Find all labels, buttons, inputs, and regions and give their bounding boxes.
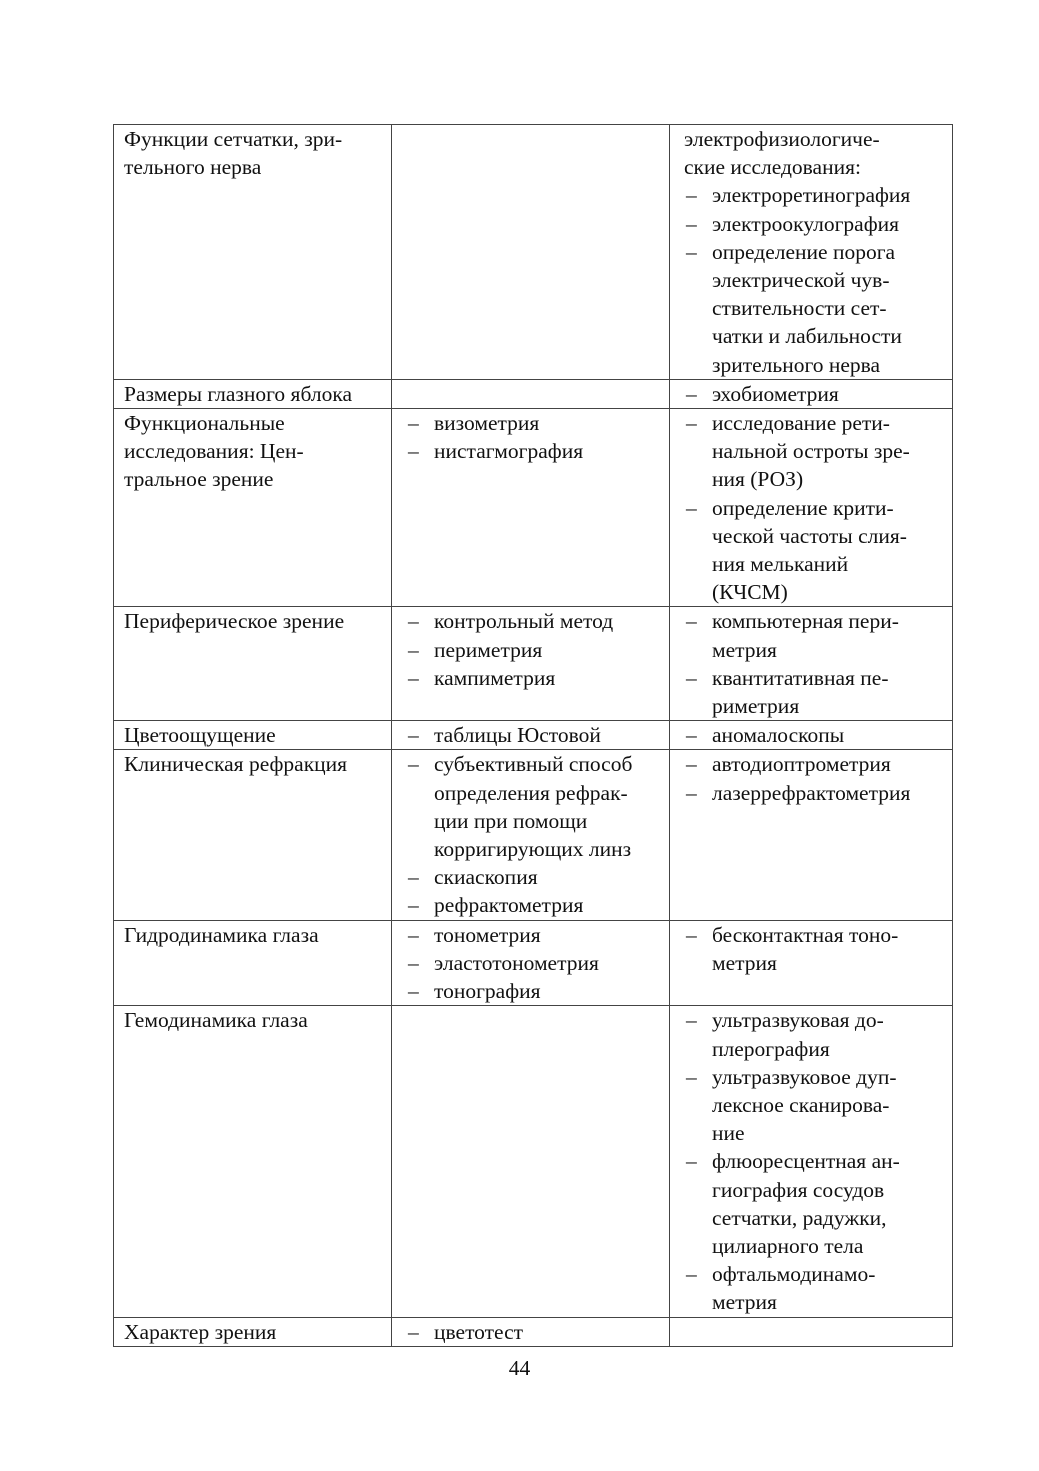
list-item-text: нистагмография <box>434 439 584 464</box>
table-row <box>114 1317 953 1346</box>
list-item <box>684 1063 946 1148</box>
list-item <box>684 181 946 209</box>
list-item <box>684 1147 946 1260</box>
list-dash: – <box>408 950 419 975</box>
cell-traditional-methods <box>392 379 670 408</box>
list-item <box>684 1260 946 1316</box>
parameter-text: Гидродинамика глаза <box>124 922 319 947</box>
methods-table-body <box>114 125 953 1347</box>
list-dash: – <box>408 922 419 947</box>
list-dash: – <box>408 637 419 662</box>
parameter-text: тельного нерва <box>124 155 262 180</box>
cell-traditional-methods <box>392 607 670 721</box>
list-item-text: нальной остроты зре- <box>712 439 910 464</box>
list-item-text: бесконтактная тоно- <box>712 922 899 947</box>
list-dash: – <box>408 665 419 690</box>
list-item <box>406 721 663 749</box>
list-dash: – <box>686 183 697 208</box>
parameter-text: Функции сетчатки, зри- <box>124 127 343 151</box>
table-row <box>114 125 953 380</box>
table-row <box>114 409 953 607</box>
cell-traditional-methods <box>392 1317 670 1346</box>
list-item <box>406 891 663 919</box>
list-item-text: визометрия <box>434 411 540 436</box>
cell-parameter <box>114 750 392 920</box>
list-dash: – <box>686 1149 697 1174</box>
cell-parameter <box>114 721 392 750</box>
list-item-text: ния (РОЗ) <box>712 467 804 492</box>
list-item <box>406 1318 663 1346</box>
list-item-text: скиаскопия <box>434 865 538 890</box>
list-item-text: компьютерная пери- <box>712 609 899 634</box>
list-item-text: ультразвуковая до- <box>712 1008 884 1033</box>
list-item <box>684 409 946 494</box>
list-item-text: ствительности сет- <box>712 296 887 321</box>
list-dash: – <box>686 609 697 634</box>
list-dash: – <box>686 922 697 947</box>
list-item <box>684 210 946 238</box>
parameter-text: Цветоощущение <box>124 723 276 748</box>
table-row <box>114 607 953 721</box>
table-row <box>114 920 953 1006</box>
list-dash: – <box>686 723 697 748</box>
list-item-text: плерография <box>712 1036 830 1061</box>
cell-modern-methods <box>670 721 953 750</box>
list-dash: – <box>686 665 697 690</box>
list-dash: – <box>686 1008 697 1033</box>
cell-traditional-methods <box>392 721 670 750</box>
list-item <box>406 750 663 863</box>
cell-modern-methods <box>670 920 953 1006</box>
parameter-text: Размеры глазного яблока <box>124 381 352 406</box>
table-row <box>114 750 953 920</box>
parameter-text: Характер зрения <box>124 1319 277 1344</box>
list-item-text: рефрактометрия <box>434 893 584 918</box>
list-item-text: цветотест <box>434 1319 524 1344</box>
parameter-text: Клиническая рефракция <box>124 752 348 777</box>
list-item <box>406 977 663 1005</box>
list-item-text: ния мельканий <box>712 552 849 577</box>
list-item-text: определения рефрак- <box>434 780 628 805</box>
list-item <box>406 949 663 977</box>
list-item <box>684 664 946 720</box>
list-item-text: корригирующих линз <box>434 837 632 862</box>
list-item-text: ции при помощи <box>434 808 588 833</box>
parameter-text: Гемодинамика глаза <box>124 1008 308 1033</box>
list-dash: – <box>686 1262 697 1287</box>
list-item-text: контрольный метод <box>434 609 614 634</box>
list-item-text: электрической чув- <box>712 268 890 293</box>
list-dash: – <box>686 211 697 236</box>
cell-modern-methods <box>670 750 953 920</box>
cell-modern-methods <box>670 1317 953 1346</box>
parameter-text: исследования: Цен- <box>124 439 304 464</box>
table-row <box>114 379 953 408</box>
list-dash: – <box>408 1319 419 1344</box>
list-dash: – <box>408 893 419 918</box>
list-item-text: таблицы Юстовой <box>434 723 601 748</box>
list-dash: – <box>686 239 697 264</box>
cell-heading-text: ские исследования: <box>684 155 861 180</box>
list-dash: – <box>408 609 419 634</box>
list-item-text: сетчатки, радужки, <box>712 1205 887 1230</box>
parameter-text: Функциональные <box>124 411 285 436</box>
list-item-text: исследование рети- <box>712 411 890 436</box>
cell-traditional-methods <box>392 125 670 380</box>
cell-modern-methods <box>670 607 953 721</box>
list-item-text: метрия <box>712 1290 777 1315</box>
list-item-text: гиография сосудов <box>712 1177 885 1202</box>
list-item <box>684 721 946 749</box>
list-item-text: субъективный способ <box>434 752 633 777</box>
list-item <box>406 409 663 437</box>
list-item-text: метрия <box>712 950 777 975</box>
list-item-text: риметрия <box>712 694 800 719</box>
table-row <box>114 721 953 750</box>
parameter-text: Периферическое зрение <box>124 609 345 634</box>
list-item-text: чатки и лабильности <box>712 324 902 349</box>
cell-parameter <box>114 1317 392 1346</box>
list-dash: – <box>408 439 419 464</box>
list-dash: – <box>686 381 697 406</box>
list-item <box>684 607 946 663</box>
cell-traditional-methods <box>392 409 670 607</box>
list-item <box>406 607 663 635</box>
list-item <box>684 1006 946 1062</box>
list-dash: – <box>686 495 697 520</box>
list-item-text: квантитативная пе- <box>712 665 889 690</box>
list-dash: – <box>686 780 697 805</box>
list-item-text: электроокулография <box>712 211 900 236</box>
list-item-text: тонография <box>434 979 541 1004</box>
cell-modern-methods <box>670 379 953 408</box>
methods-table <box>113 124 953 1347</box>
cell-traditional-methods <box>392 1006 670 1317</box>
cell-modern-methods <box>670 1006 953 1317</box>
list-dash: – <box>686 1064 697 1089</box>
cell-traditional-methods <box>392 920 670 1006</box>
list-item-text: ние <box>712 1121 745 1146</box>
page-number: 44 <box>508 1356 531 1380</box>
list-item <box>684 380 946 408</box>
list-item-text: зрительного нерва <box>712 352 881 377</box>
list-item-text: автодиоптрометрия <box>712 752 891 777</box>
list-dash: – <box>686 411 697 436</box>
list-item <box>406 636 663 664</box>
list-item-text: периметрия <box>434 637 543 662</box>
cell-parameter <box>114 607 392 721</box>
list-item-text: (КЧСМ) <box>712 580 788 605</box>
list-item <box>684 779 946 807</box>
cell-modern-methods <box>670 125 953 380</box>
list-item <box>684 750 946 778</box>
list-item-text: флюоресцентная ан- <box>712 1149 900 1174</box>
list-item-text: кампиметрия <box>434 665 556 690</box>
list-dash: – <box>686 752 697 777</box>
cell-parameter <box>114 920 392 1006</box>
list-item <box>406 863 663 891</box>
parameter-text: тральное зрение <box>124 467 274 492</box>
table-row <box>114 1006 953 1317</box>
list-item <box>684 921 946 977</box>
list-item-text: аномалоскопы <box>712 723 845 748</box>
list-item-text: эхобиометрия <box>712 381 839 406</box>
list-item-text: лексное сканирова- <box>712 1092 890 1117</box>
list-item-text: электроретинография <box>712 183 911 208</box>
cell-parameter <box>114 1006 392 1317</box>
list-item-text: определение крити- <box>712 495 894 520</box>
list-dash: – <box>408 411 419 436</box>
list-item <box>684 238 946 379</box>
list-item-text: определение порога <box>712 239 896 264</box>
list-dash: – <box>408 723 419 748</box>
list-item-text: лазеррефрактометрия <box>712 780 911 805</box>
list-item-text: метрия <box>712 637 777 662</box>
list-dash: – <box>408 752 419 777</box>
list-item <box>406 921 663 949</box>
cell-parameter <box>114 125 392 380</box>
list-item-text: офтальмодинамо- <box>712 1262 876 1287</box>
list-item-text: цилиарного тела <box>712 1233 864 1258</box>
cell-parameter <box>114 409 392 607</box>
list-item <box>406 664 663 692</box>
list-item <box>684 494 946 607</box>
list-dash: – <box>408 865 419 890</box>
cell-traditional-methods <box>392 750 670 920</box>
list-item-text: тонометрия <box>434 922 541 947</box>
list-item-text: ческой частоты слия- <box>712 523 907 548</box>
cell-heading-text: электрофизиологиче- <box>684 127 880 151</box>
list-item-text: эластотонометрия <box>434 950 599 975</box>
cell-modern-methods <box>670 409 953 607</box>
cell-parameter <box>114 379 392 408</box>
list-dash: – <box>408 979 419 1004</box>
list-item <box>406 437 663 465</box>
list-item-text: ультразвуковое дуп- <box>712 1064 897 1089</box>
